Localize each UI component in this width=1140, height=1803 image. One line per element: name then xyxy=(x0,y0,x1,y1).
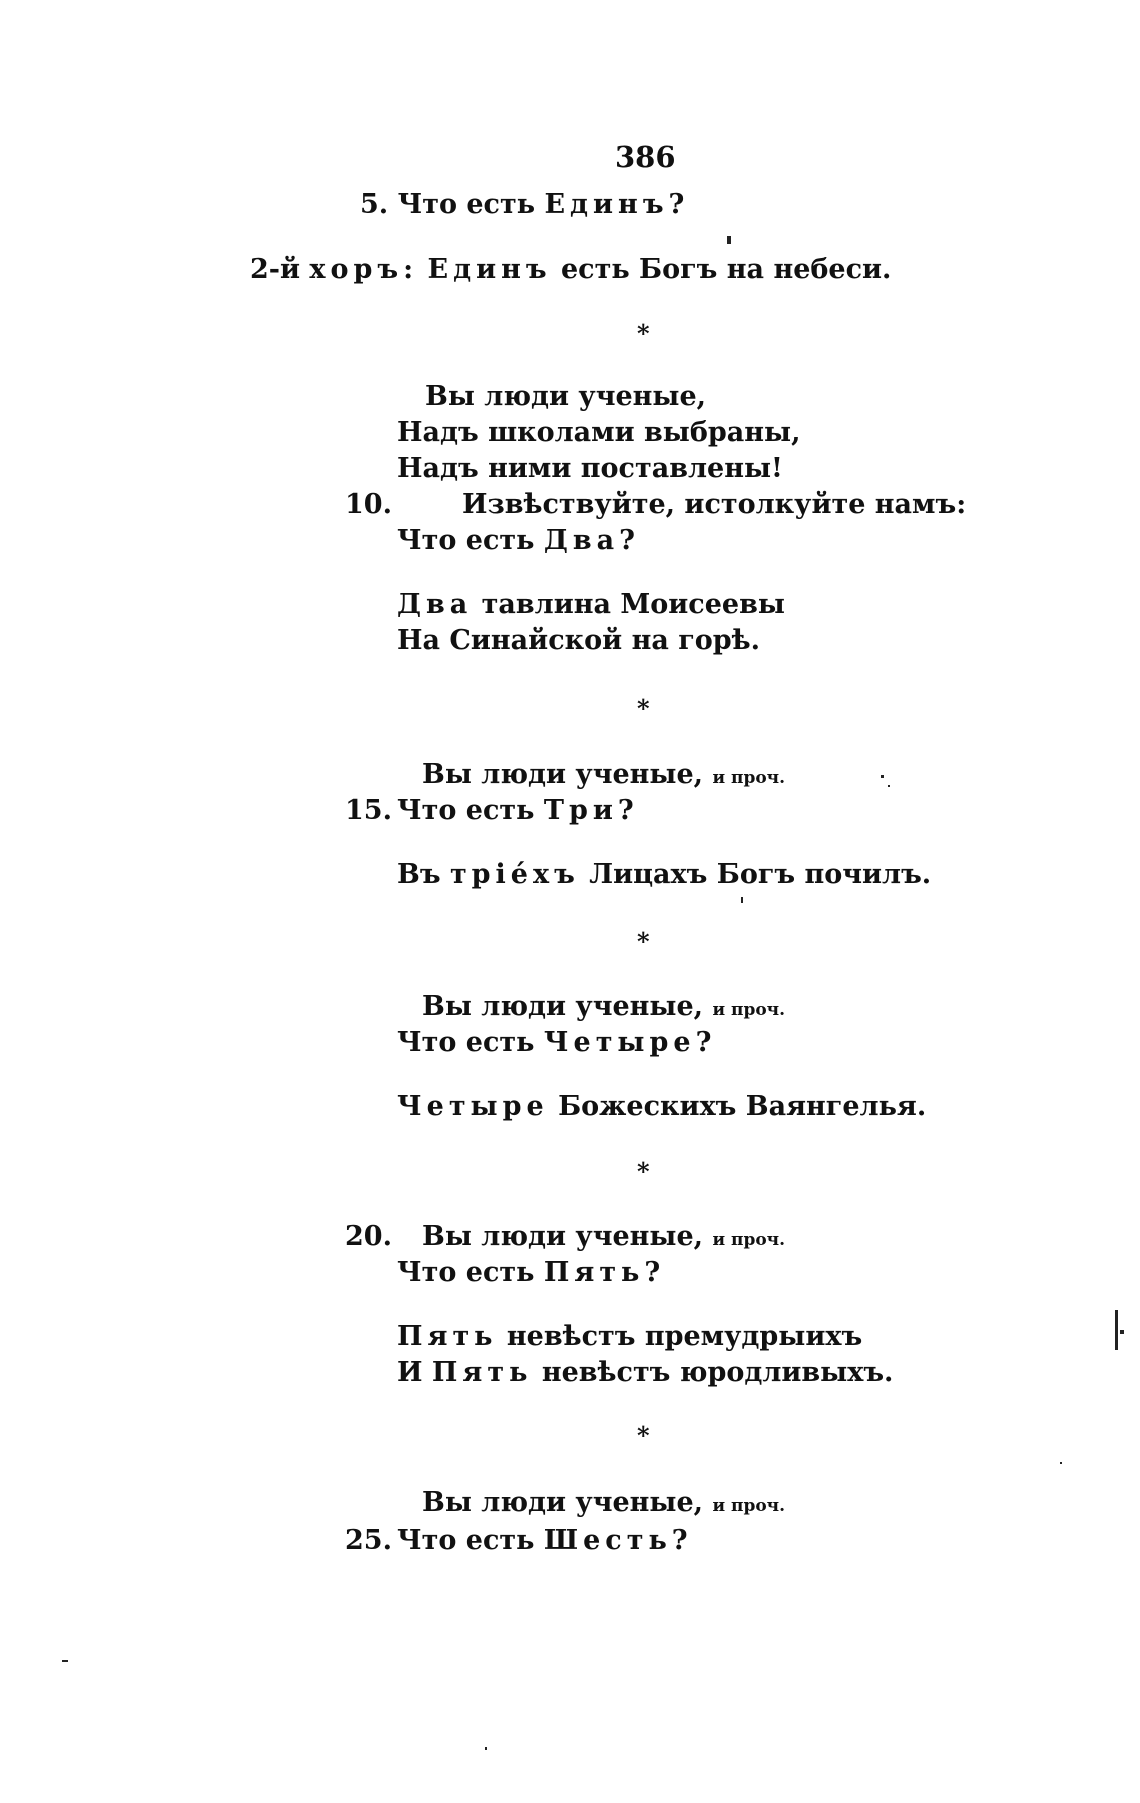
line-text: тавлина Моисеевы xyxy=(472,589,785,620)
section-separator: * xyxy=(637,1157,650,1186)
line-text: ? xyxy=(671,1525,688,1556)
section-separator: * xyxy=(637,927,650,956)
line-text: И xyxy=(397,1357,432,1388)
line-number: 10. xyxy=(345,489,392,520)
scan-speck xyxy=(1120,1330,1124,1334)
scan-speck xyxy=(62,1660,68,1662)
spaced-word: Три xyxy=(543,795,618,826)
spaced-word: хоръ: xyxy=(309,254,419,285)
verse-line xyxy=(397,794,634,828)
spaced-word: Пять xyxy=(397,1321,498,1352)
spaced-word: Два xyxy=(543,525,620,556)
scan-speck xyxy=(741,897,743,903)
verse-line xyxy=(397,1256,660,1290)
scan-speck xyxy=(888,785,890,787)
line-text: Что есть xyxy=(397,1027,544,1058)
line-text: ? xyxy=(668,189,685,220)
line-text: Что есть xyxy=(397,1257,544,1288)
verse-line xyxy=(397,858,931,892)
verse-line xyxy=(397,1524,688,1558)
section-separator: * xyxy=(637,1421,650,1450)
verse-line xyxy=(360,188,684,222)
spaced-word: тріéхъ xyxy=(449,859,580,890)
line-text: 2-й xyxy=(250,254,310,285)
spaced-word: Единъ xyxy=(544,189,669,220)
line-text: ? xyxy=(644,1257,661,1288)
verse-line xyxy=(397,588,785,622)
line-text: есть Богъ на небеси. xyxy=(551,254,892,285)
line-number: 20. xyxy=(345,1221,392,1252)
line-number: 15. xyxy=(345,795,392,826)
verse-line xyxy=(422,1486,785,1523)
spaced-word: Пять xyxy=(543,1257,645,1288)
verse-line xyxy=(425,380,706,414)
verse-line xyxy=(397,624,760,658)
scan-speck xyxy=(727,236,731,244)
line-text: Лицахъ Богъ почилъ. xyxy=(579,859,932,890)
section-separator: * xyxy=(637,319,650,348)
verse-line xyxy=(397,1026,711,1060)
verse-line xyxy=(462,488,966,522)
verse-line xyxy=(397,524,635,558)
scan-speck xyxy=(1060,1462,1062,1464)
line-text: Вы люди ученые, xyxy=(422,759,713,790)
verse-line xyxy=(397,1356,893,1390)
line-text: невѣстъ юродливыхъ. xyxy=(532,1357,894,1388)
line-text: Надъ школами выбраны, xyxy=(397,417,801,448)
line-text: Что есть xyxy=(397,795,544,826)
verse-line xyxy=(397,416,800,450)
line-text: Что есть xyxy=(397,1525,544,1556)
line-text: На Синайской на горѣ. xyxy=(397,625,761,656)
spaced-word: Четыре xyxy=(543,1027,696,1058)
line-text: Божескихъ Ваянгелья. xyxy=(548,1091,927,1122)
line-text: 5. Что есть xyxy=(360,189,545,220)
verse-line xyxy=(422,758,785,795)
line-text: ? xyxy=(695,1027,712,1058)
verse-line xyxy=(250,253,891,287)
line-text: Надъ ними поставлены! xyxy=(397,453,783,484)
scan-speck xyxy=(1115,1310,1118,1350)
line-text: Вы люди ученые, xyxy=(422,991,713,1022)
verse-line xyxy=(397,1320,862,1354)
line-text: Вы люди ученые, xyxy=(422,1221,713,1252)
spaced-word: Единъ xyxy=(427,254,552,285)
abbreviation: и проч. xyxy=(712,1000,786,1020)
abbreviation: и проч. xyxy=(712,768,786,788)
section-separator: * xyxy=(637,694,650,723)
line-text: Вы люди ученые, xyxy=(425,381,707,412)
abbreviation: и проч. xyxy=(712,1496,786,1516)
line-text: Въ xyxy=(397,859,450,890)
spaced-word: Шесть xyxy=(543,1525,672,1556)
line-text xyxy=(418,254,427,285)
verse-line xyxy=(397,452,783,486)
abbreviation: и проч. xyxy=(712,1230,786,1250)
line-number: 25. xyxy=(345,1525,392,1556)
line-text: Вы люди ученые, xyxy=(422,1487,713,1518)
line-text: невѣстъ премудрыихъ xyxy=(497,1321,863,1352)
spaced-word: Два xyxy=(397,589,473,620)
spaced-word: Пять xyxy=(431,1357,533,1388)
verse-line xyxy=(422,1220,785,1257)
scan-speck xyxy=(485,1747,487,1750)
line-text: ? xyxy=(617,795,634,826)
line-text: Что есть xyxy=(397,525,544,556)
verse-line xyxy=(422,990,785,1027)
verse-line xyxy=(397,1090,926,1124)
spaced-word: Четыре xyxy=(397,1091,549,1122)
line-text: Извѣствуйте, истолкуйте намъ: xyxy=(462,489,967,520)
page-number: 386 xyxy=(615,140,676,174)
line-text: ? xyxy=(619,525,635,556)
scan-speck xyxy=(881,775,884,778)
